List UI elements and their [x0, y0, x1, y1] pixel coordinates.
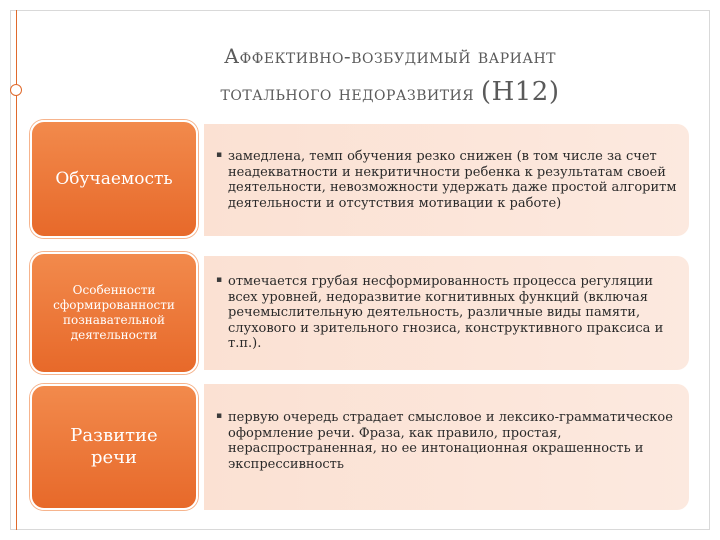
- content-speech: [204, 384, 689, 510]
- label-learning-text: Обучаемость: [55, 169, 173, 189]
- label-speech: [30, 384, 198, 510]
- content-cognitive: [204, 256, 689, 370]
- content-learning: [204, 124, 689, 236]
- content-learning-list: [204, 149, 689, 211]
- content-cognitive-list: [204, 274, 689, 352]
- list-item: ▪ отмечается грубая несформированность процесса регуляции всех уровней, недоразвитие когнитивных функций (включая речемыслительную деятельность, различные виды памяти, слухового и зрительного гнозиса, конструктивного праксиса и т.п.).: [218, 274, 679, 352]
- label-cognitive-text: Особенности сформированности познавательной деятельности: [53, 283, 175, 342]
- content-speech-list: [204, 410, 689, 472]
- row-speech: [24, 384, 689, 510]
- slide-title: [110, 38, 670, 111]
- row-learning: [24, 120, 689, 238]
- row-cognitive: [24, 252, 689, 374]
- title-line-2-text: тотального недоразвития: [220, 81, 481, 105]
- title-code: (Н12): [480, 77, 560, 107]
- list-item: ▪ первую очередь страдает смысловое и лексико-грамматическое оформление речи. Фраза, как правило, простая, нераспространенная, но ее интонационная окрашенность и экспрессивность: [218, 410, 679, 472]
- decorative-circle-top: [10, 84, 22, 96]
- label-cognitive: [30, 252, 198, 374]
- list-item: ▪ замедлена, темп обучения резко снижен (в том числе за счет неадекватности и некритичности ребенка к результатам своей деятельности, невозможности удержать даже простой алгоритм деятельности и отсутствия мотивации к работе): [218, 149, 679, 211]
- title-line-2: [110, 74, 670, 111]
- title-line-1: Аффективно-возбудимый вариант: [223, 44, 557, 68]
- label-speech-text: Развитие речи: [70, 425, 158, 468]
- label-learning: [30, 120, 198, 238]
